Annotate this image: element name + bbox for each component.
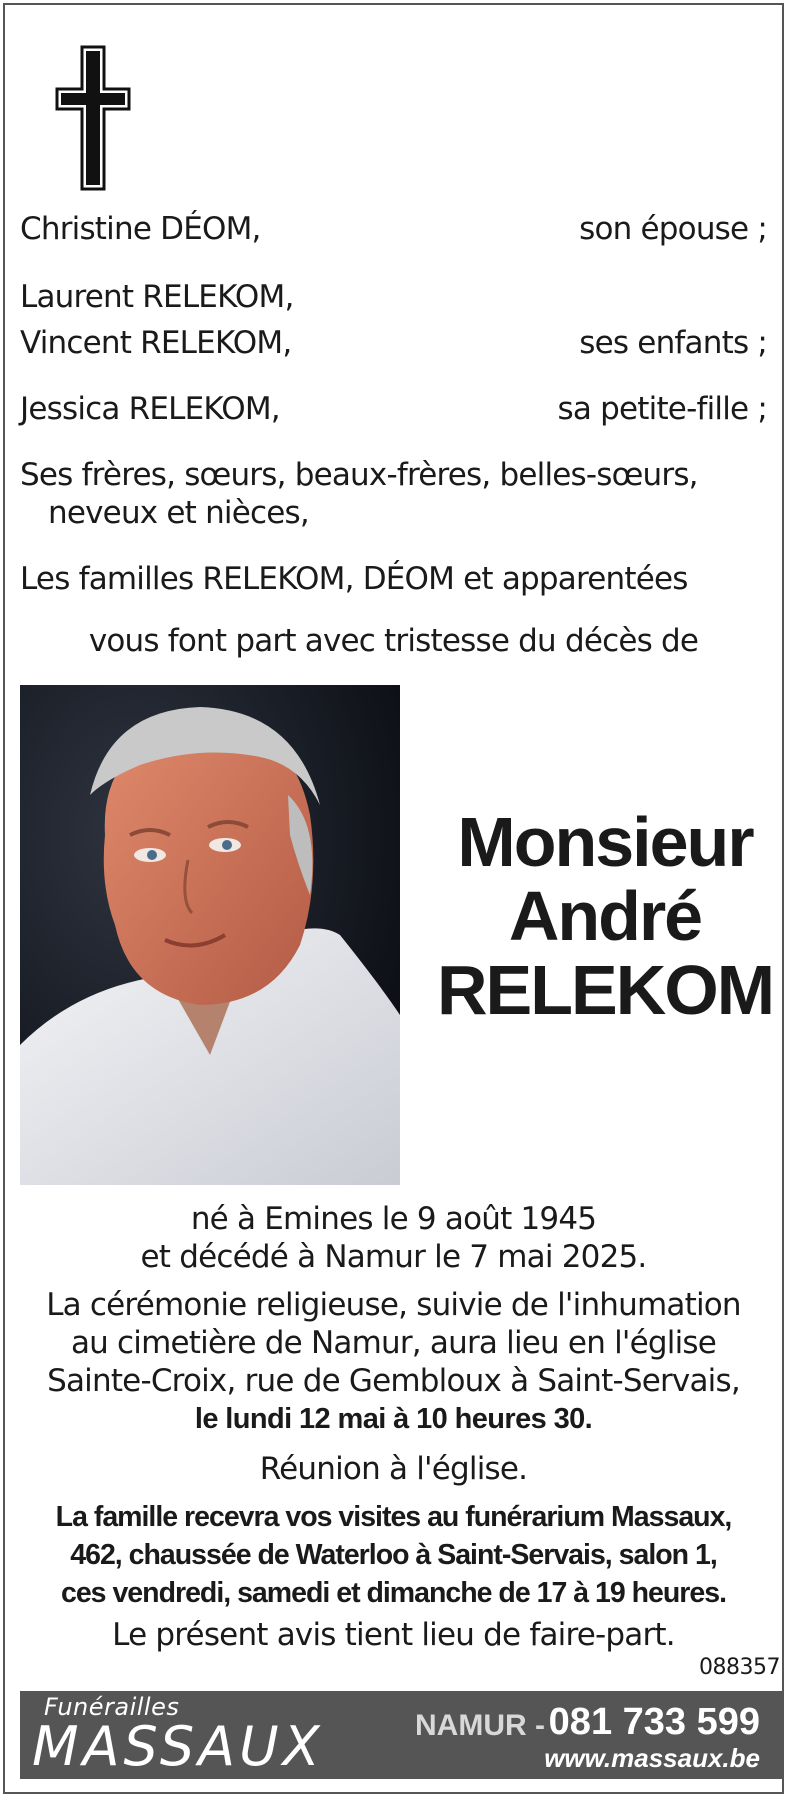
ceremony-line: Sainte-Croix, rue de Gembloux à Saint-Servais, — [47, 1363, 740, 1399]
child-row — [20, 325, 767, 362]
funeral-home-banner — [20, 1691, 782, 1779]
phone-number[interactable]: 081 733 599 — [548, 1701, 760, 1743]
reference-number: 088357 — [699, 1655, 780, 1680]
child-name: Laurent RELEKOM, — [20, 279, 294, 315]
visits-line: ces vendredi, samedi et dimanche de 17 à 19 heures. — [60, 1577, 726, 1609]
siblings-text: Ses frères, sœurs, beaux-frères, belles-sœurs, — [20, 457, 698, 493]
spouse-row — [20, 211, 767, 248]
deceased-last-name: RELEKOM — [437, 951, 773, 1029]
children-relation: ses enfants ; — [579, 325, 767, 361]
visits-line: La famille recevra vos visites au funérarium Massaux, — [55, 1501, 732, 1533]
cross-icon — [55, 45, 131, 191]
child-row — [20, 279, 767, 316]
funeral-label: Funérailles — [44, 1693, 180, 1721]
siblings-row — [20, 457, 767, 494]
child-name: Vincent RELEKOM, — [20, 325, 292, 361]
announcement-text: vous font part avec tristesse du décès de — [88, 623, 699, 659]
ceremony-line: au cimetière de Namur, aura lieu en l'église — [70, 1325, 717, 1361]
granddaughter-relation: sa petite-fille ; — [557, 391, 767, 427]
deceased-portrait — [20, 685, 400, 1185]
ceremony-time: le lundi 12 mai à 10 heures 30. — [194, 1403, 593, 1435]
deceased-title: Monsieur — [457, 803, 753, 881]
website-link[interactable]: www.massaux.be — [544, 1743, 760, 1773]
city-label: NAMUR - — [415, 1709, 545, 1742]
notice-text: Le présent avis tient lieu de faire-part. — [112, 1617, 675, 1653]
brand-name: MASSAUX — [32, 1715, 324, 1778]
siblings-text: neveux et nièces, — [48, 495, 309, 531]
deceased-first-name: André — [508, 877, 702, 955]
deceased-name — [425, 805, 785, 1027]
death-text: et décédé à Namur le 7 mai 2025. — [140, 1239, 647, 1275]
ceremony-line: La cérémonie religieuse, suivie de l'inhumation — [46, 1287, 741, 1323]
granddaughter-name: Jessica RELEKOM, — [20, 391, 280, 427]
families-row — [20, 561, 767, 598]
spouse-name: Christine DÉOM, — [20, 211, 261, 247]
obituary-notice — [3, 3, 784, 1794]
granddaughter-row — [20, 391, 767, 428]
spouse-relation: son épouse ; — [579, 211, 767, 247]
visits-line: 462, chaussée de Waterloo à Saint-Servais, salon 1, — [70, 1539, 717, 1571]
siblings-row — [20, 495, 767, 532]
reunion-text: Réunion à l'église. — [259, 1451, 528, 1487]
families-text: Les familles RELEKOM, DÉOM et apparentées — [20, 561, 688, 597]
birth-text: né à Emines le 9 août 1945 — [190, 1201, 597, 1237]
